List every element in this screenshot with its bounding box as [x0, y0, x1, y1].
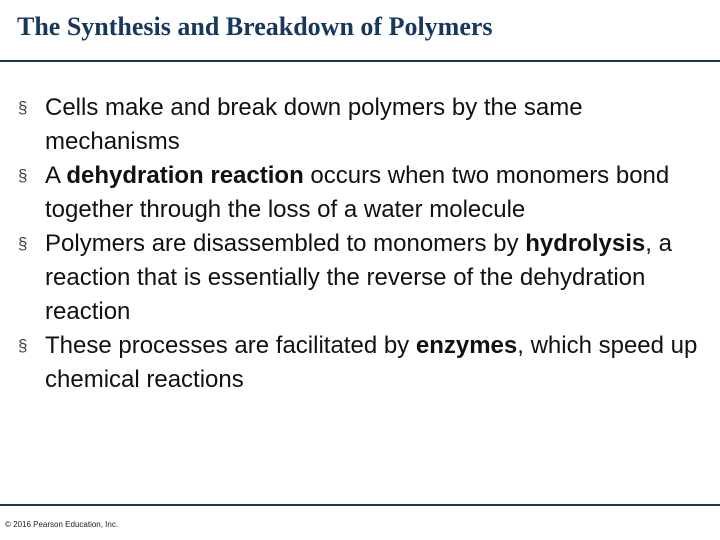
bullet-marker-icon: §	[18, 336, 28, 355]
bullet-marker-icon: §	[18, 98, 28, 117]
bullet-marker-icon: §	[18, 234, 28, 253]
bullet-item	[18, 227, 708, 329]
bullet-item	[18, 329, 708, 397]
bullet-key-term: hydrolysis	[525, 230, 646, 257]
bullet-key-term: dehydration reaction	[66, 162, 304, 189]
bullet-item	[18, 91, 708, 159]
bullet-text: , which speed up chemical reactions	[45, 332, 698, 393]
bullet-list	[18, 91, 708, 397]
bullet-text: , a reaction that is essentially the reverse of the dehydration reaction	[45, 230, 672, 325]
bullet-key-term: enzymes	[415, 332, 518, 359]
footer-divider	[0, 504, 720, 506]
bullet-text: Cells make and break down polymers by the same mechanisms	[45, 94, 583, 155]
bullet-marker-icon: §	[18, 166, 28, 185]
bullet-item	[18, 159, 708, 227]
bullet-text: Polymers are disassembled to monomers by	[45, 230, 526, 257]
title-divider	[0, 60, 720, 62]
bullet-text: A	[45, 162, 67, 189]
slide-title: The Synthesis and Breakdown of Polymers	[17, 12, 493, 41]
bullet-text: These processes are facilitated by	[45, 332, 416, 359]
copyright-footer: © 2016 Pearson Education, Inc.	[5, 520, 119, 529]
bullet-text: occurs when two monomers bond together through the loss of a water molecule	[45, 162, 670, 223]
